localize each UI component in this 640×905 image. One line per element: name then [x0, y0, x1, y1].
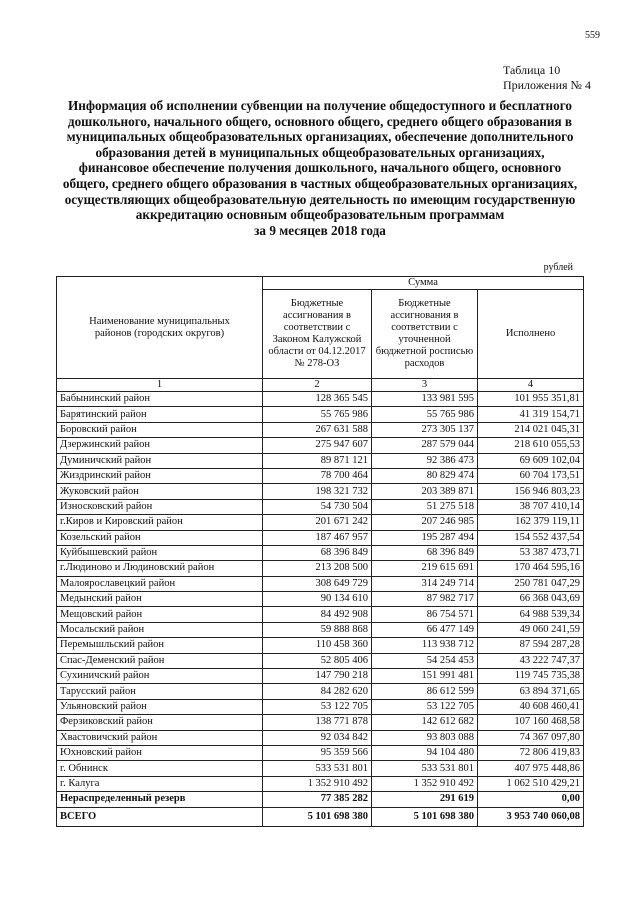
header-refined-line: ассигнования в: [390, 310, 459, 321]
row-name: Мещовский район: [57, 607, 263, 622]
table-row: [57, 484, 584, 499]
table-row: [57, 607, 584, 622]
table-row: [57, 468, 584, 483]
row-refined: 203 389 871: [372, 484, 478, 499]
table-row: [57, 638, 584, 653]
row-executed: 43 222 747,37: [478, 653, 584, 668]
row-name: Перемышльский район: [57, 638, 263, 653]
header-name-line: районов (городских округов): [94, 327, 225, 339]
row-law: 213 208 500: [263, 561, 372, 576]
row-executed: 214 021 045,31: [478, 422, 584, 437]
row-name: г.Киров и Кировский район: [57, 515, 263, 530]
title-line: аккредитацию основным общеобразовательным программам: [135, 207, 505, 223]
row-executed: 87 594 287,28: [478, 638, 584, 653]
row-name: Дзержинский район: [57, 438, 263, 453]
table-row: [57, 653, 584, 668]
table-row: [57, 745, 584, 760]
reserve-law: 77 385 282: [263, 792, 372, 807]
row-law: 90 134 610: [263, 592, 372, 607]
reserve-refined: 291 619: [372, 792, 478, 807]
row-executed: 119 745 735,38: [478, 669, 584, 684]
row-executed: 41 319 154,71: [478, 407, 584, 422]
document-title: [40, 98, 600, 238]
table-row: [57, 438, 584, 453]
header-executed: Исполнено: [478, 290, 584, 379]
row-law: 89 871 121: [263, 453, 372, 468]
row-refined: 86 612 599: [372, 684, 478, 699]
row-name: Ульяновский район: [57, 699, 263, 714]
header-refined-line: расходов: [404, 358, 445, 369]
row-law: 54 730 504: [263, 499, 372, 514]
table-row: [57, 407, 584, 422]
row-refined: 68 396 849: [372, 545, 478, 560]
row-refined: 151 991 481: [372, 669, 478, 684]
row-law: 198 321 732: [263, 484, 372, 499]
row-name: Думиничский район: [57, 453, 263, 468]
table-row: [57, 592, 584, 607]
row-name: Барятинский район: [57, 407, 263, 422]
row-law: 92 034 842: [263, 730, 372, 745]
title-line: образования детей в муниципальных общеобразовательных организациях,: [95, 144, 545, 160]
row-executed: 162 379 119,11: [478, 515, 584, 530]
row-law: 275 947 607: [263, 438, 372, 453]
row-refined: 1 352 910 492: [372, 776, 478, 791]
row-law: 53 122 705: [263, 699, 372, 714]
row-executed: 74 367 097,80: [478, 730, 584, 745]
row-law: 52 805 406: [263, 653, 372, 668]
row-name: Ферзиковский район: [57, 715, 263, 730]
row-law: 95 359 566: [263, 745, 372, 760]
table-ref-line: Таблица 10: [502, 63, 561, 77]
reserve-name: Нераспределенный резерв: [57, 792, 263, 807]
row-name: г.Людиново и Людиновский район: [57, 561, 263, 576]
header-law-line: области от 04.12.2017: [268, 346, 366, 357]
header-refined: [372, 290, 478, 379]
col-number: 1: [57, 379, 263, 392]
row-law: 84 282 620: [263, 684, 372, 699]
total-name: ВСЕГО: [57, 807, 263, 826]
row-refined: 86 754 571: [372, 607, 478, 622]
row-executed: 170 464 595,16: [478, 561, 584, 576]
reserve-row: [57, 792, 584, 807]
row-executed: 250 781 047,29: [478, 576, 584, 591]
table-row: [57, 422, 584, 437]
row-name: Жиздринский район: [57, 468, 263, 483]
row-refined: 142 612 682: [372, 715, 478, 730]
row-refined: 207 246 985: [372, 515, 478, 530]
row-executed: 156 946 803,23: [478, 484, 584, 499]
reserve-executed: 0,00: [478, 792, 584, 807]
table-row: [57, 776, 584, 791]
header-refined-line: бюджетной росписью: [375, 346, 474, 357]
row-executed: 49 060 241,59: [478, 622, 584, 637]
row-name: Юхновский район: [57, 745, 263, 760]
row-refined: 53 122 705: [372, 699, 478, 714]
title-line: Информация об исполнении субвенции на получение общедоступного и бесплатного: [68, 98, 572, 113]
row-name: Хвастовичский район: [57, 730, 263, 745]
row-refined: 92 386 473: [372, 453, 478, 468]
table-body: [57, 392, 584, 792]
row-law: 187 467 957: [263, 530, 372, 545]
table-row: [57, 761, 584, 776]
row-refined: 87 982 717: [372, 592, 478, 607]
row-name: Износковский район: [57, 499, 263, 514]
row-executed: 63 894 371,65: [478, 684, 584, 699]
row-refined: 287 579 044: [372, 438, 478, 453]
table-row: [57, 545, 584, 560]
row-law: 138 771 878: [263, 715, 372, 730]
units-label: рублей: [543, 262, 573, 273]
row-executed: 107 160 468,58: [478, 715, 584, 730]
total-row: [57, 807, 584, 826]
table-row: [57, 453, 584, 468]
header-law-line: № 278-ОЗ: [294, 358, 340, 369]
row-law: 533 531 801: [263, 761, 372, 776]
table-row: [57, 499, 584, 514]
header-law-line: ассигнования в: [283, 310, 351, 321]
row-refined: 219 615 691: [372, 561, 478, 576]
title-line: за 9 месяцев 2018 года: [254, 222, 386, 238]
row-name: Бабынинский район: [57, 392, 263, 407]
row-refined: 93 803 088: [372, 730, 478, 745]
row-name: г. Обнинск: [57, 761, 263, 776]
row-executed: 64 988 539,34: [478, 607, 584, 622]
row-name: Жуковский район: [57, 484, 263, 499]
row-law: 55 765 986: [263, 407, 372, 422]
row-name: Тарусский район: [57, 684, 263, 699]
row-name: Куйбышевский район: [57, 545, 263, 560]
row-executed: 40 608 460,41: [478, 699, 584, 714]
row-name: г. Калуга: [57, 776, 263, 791]
row-executed: 66 368 043,69: [478, 592, 584, 607]
row-law: 128 365 545: [263, 392, 372, 407]
row-refined: 195 287 494: [372, 530, 478, 545]
table-row: [57, 699, 584, 714]
row-executed: 60 704 173,51: [478, 468, 584, 483]
title-line: общего, среднего общего образования в частных общеобразовательных организациях,: [62, 175, 578, 191]
row-law: 201 671 242: [263, 515, 372, 530]
table-row: [57, 730, 584, 745]
row-executed: 38 707 410,14: [478, 499, 584, 514]
title-line: осуществляющих общеобразовательную деятельность по имеющим государственную: [64, 191, 576, 207]
col-number: 2: [263, 379, 372, 392]
header-law-line: Бюджетные: [290, 298, 344, 309]
row-executed: 69 609 102,04: [478, 453, 584, 468]
row-law: 84 492 908: [263, 607, 372, 622]
row-refined: 94 104 480: [372, 745, 478, 760]
row-law: 267 631 588: [263, 422, 372, 437]
title-line: финансовое обеспечение получения дошкольного, начального общего, основного: [78, 160, 562, 176]
row-refined: 54 254 453: [372, 653, 478, 668]
row-refined: 113 938 712: [372, 638, 478, 653]
row-law: 78 700 464: [263, 468, 372, 483]
row-name: Медынский район: [57, 592, 263, 607]
row-name: Боровский район: [57, 422, 263, 437]
total-executed: 3 953 740 060,08: [478, 807, 584, 826]
table-row: [57, 561, 584, 576]
row-refined: 273 305 137: [372, 422, 478, 437]
row-refined: 51 275 518: [372, 499, 478, 514]
row-executed: 53 387 473,71: [478, 545, 584, 560]
row-executed: 72 806 419,83: [478, 745, 584, 760]
header-refined-line: соответствии с: [391, 322, 458, 333]
table-row: [57, 622, 584, 637]
header-refined-line: уточненной: [398, 334, 451, 345]
header-law-line: Законом Калужской: [272, 334, 362, 345]
header-refined-line: Бюджетные: [398, 298, 451, 309]
row-law: 68 396 849: [263, 545, 372, 560]
table-row: [57, 715, 584, 730]
header-law: [263, 290, 372, 379]
row-name: Малоярославецкий район: [57, 576, 263, 591]
table-row: [57, 392, 584, 407]
table-footer: [57, 792, 584, 826]
row-executed: 101 955 351,81: [478, 392, 584, 407]
row-executed: 1 062 510 429,21: [478, 776, 584, 791]
col-number: 4: [478, 379, 584, 392]
table-reference: [503, 63, 591, 93]
row-law: 1 352 910 492: [263, 776, 372, 791]
table-row: [57, 530, 584, 545]
table-row: [57, 515, 584, 530]
row-refined: 533 531 801: [372, 761, 478, 776]
row-name: Спас-Деменский район: [57, 653, 263, 668]
row-law: 110 458 360: [263, 638, 372, 653]
title-line: дошкольного, начального общего, основного общего, среднего общего образования в: [67, 113, 573, 129]
header-law-line: соответствии с: [283, 322, 351, 333]
row-name: Козельский район: [57, 530, 263, 545]
row-refined: 80 829 474: [372, 468, 478, 483]
header-name: [57, 277, 263, 379]
row-name: Сухиничский район: [57, 669, 263, 684]
table-row: [57, 669, 584, 684]
col-number: 3: [372, 379, 478, 392]
row-executed: 407 975 448,86: [478, 761, 584, 776]
row-law: 308 649 729: [263, 576, 372, 591]
row-refined: 133 981 595: [372, 392, 478, 407]
row-executed: 154 552 437,54: [478, 530, 584, 545]
row-refined: 66 477 149: [372, 622, 478, 637]
row-name: Мосальский район: [57, 622, 263, 637]
row-executed: 218 610 055,53: [478, 438, 584, 453]
title-line: муниципальных общеобразовательных организациях, обеспечение дополнительного: [66, 129, 574, 145]
row-refined: 314 249 714: [372, 576, 478, 591]
subvention-table: [56, 276, 584, 827]
row-law: 147 790 218: [263, 669, 372, 684]
total-law: 5 101 698 380: [263, 807, 372, 826]
total-refined: 5 101 698 380: [372, 807, 478, 826]
row-refined: 55 765 986: [372, 407, 478, 422]
header-name-line: Наименование муниципальных: [89, 315, 230, 327]
page-number: 559: [585, 30, 600, 41]
table-row: [57, 576, 584, 591]
table-ref-line: Приложения № 4: [502, 78, 591, 92]
header-sum: Сумма: [263, 277, 584, 290]
table-row: [57, 684, 584, 699]
row-law: 59 888 868: [263, 622, 372, 637]
